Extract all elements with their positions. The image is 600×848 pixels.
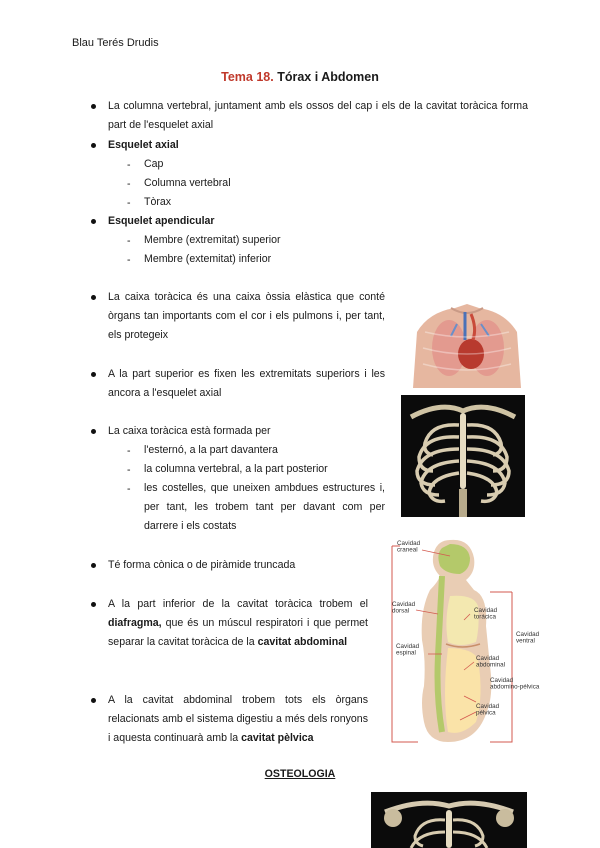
bullet-icon — [91, 429, 96, 434]
paragraph-cavitat-abdominal: A la cavitat abdominal trobem tots els òrgans relacionats amb el sistema digestiu a més dels ronyons i aquesta continuarà amb la cavitat pèlvica — [108, 694, 368, 744]
dash-icon: - — [127, 483, 131, 495]
bullet-icon — [91, 143, 96, 148]
label-cavidad-abdominal: Cavidad abdominal — [476, 655, 506, 669]
heading-esquelet-axial: Esquelet axial — [108, 139, 179, 151]
paragraph-axial-intro: La columna vertebral, juntament amb els ossos del cap i els de la cavitat toràcica forma part de l'esquelet axial — [108, 100, 528, 131]
skeleton-osteology-illustration — [371, 792, 527, 848]
bullet-icon — [91, 295, 96, 300]
label-cavidad-espinal: Cavidad espinal — [396, 643, 420, 657]
label-cavidad-dorsal: Cavidad dorsal — [392, 601, 416, 615]
title-text: Tórax i Abdomen — [277, 70, 379, 84]
list-item: les costelles, que uneixen ambdues estructures i, per tant, les trobem tant per davant com per darrere i els costats — [144, 482, 385, 532]
torso-organs-illustration — [411, 302, 523, 388]
list-item: Membre (extemitat) inferior — [144, 253, 272, 265]
rib-cage-illustration — [401, 395, 525, 517]
list-item: la columna vertebral, a la part posterior — [144, 463, 328, 475]
dash-icon: - — [127, 159, 131, 171]
dash-icon: - — [127, 254, 131, 266]
paragraph-caixa-toracica: La caixa toràcica és una caixa òssia elàstica que conté òrgans tan importants com el cor i els pulmons i, per tant, els protegeix — [108, 291, 385, 341]
paragraph-forma-conica: Té forma cònica o de piràmide truncada — [108, 559, 296, 571]
bullet-icon — [91, 104, 96, 109]
bullet-icon — [91, 219, 96, 224]
paragraph-diafragma: A la part inferior de la cavitat toràcica trobem el diafragma, que és un múscul respiratori i que permet separar la cavitat toràcica de la cavitat abdominal — [108, 598, 368, 648]
dash-icon: - — [127, 445, 131, 457]
page-title — [0, 70, 600, 84]
bullet-icon — [91, 698, 96, 703]
label-cavidad-craneal: Cavidad craneal — [397, 540, 421, 554]
dash-icon: - — [127, 197, 131, 209]
dash-icon: - — [127, 464, 131, 476]
list-item: Cap — [144, 158, 164, 170]
heading-esquelet-apendicular: Esquelet apendicular — [108, 215, 215, 227]
label-cavidad-ventral: Cavidad ventral — [516, 631, 540, 645]
dash-icon: - — [127, 235, 131, 247]
label-cavidad-abdominopelvica: Cavidad abdomino-pélvica — [490, 677, 540, 691]
label-cavidad-toracica: Cavidad torácica — [474, 607, 498, 621]
title-number: Tema 18. — [221, 70, 274, 84]
list-item: Columna vertebral — [144, 177, 231, 189]
bullet-icon — [91, 602, 96, 607]
list-item: Tòrax — [144, 196, 172, 208]
paragraph-part-superior: A la part superior es fixen les extremitats superiors i les ancora a l'esquelet axial — [108, 368, 385, 399]
bullet-icon — [91, 563, 96, 568]
dash-icon: - — [127, 178, 131, 190]
author-name: Blau Terés Drudis — [72, 37, 159, 49]
bullet-icon — [91, 372, 96, 377]
paragraph-formada-per: La caixa toràcica està formada per — [108, 425, 271, 437]
list-item: l'esternó, a la part davantera — [144, 444, 278, 456]
section-title-osteologia: OSTEOLOGIA — [264, 768, 336, 780]
body-cavities-diagram — [390, 536, 550, 752]
list-item: Membre (extremitat) superior — [144, 234, 281, 246]
label-cavidad-pelvica: Cavidad pélvica — [476, 703, 500, 717]
